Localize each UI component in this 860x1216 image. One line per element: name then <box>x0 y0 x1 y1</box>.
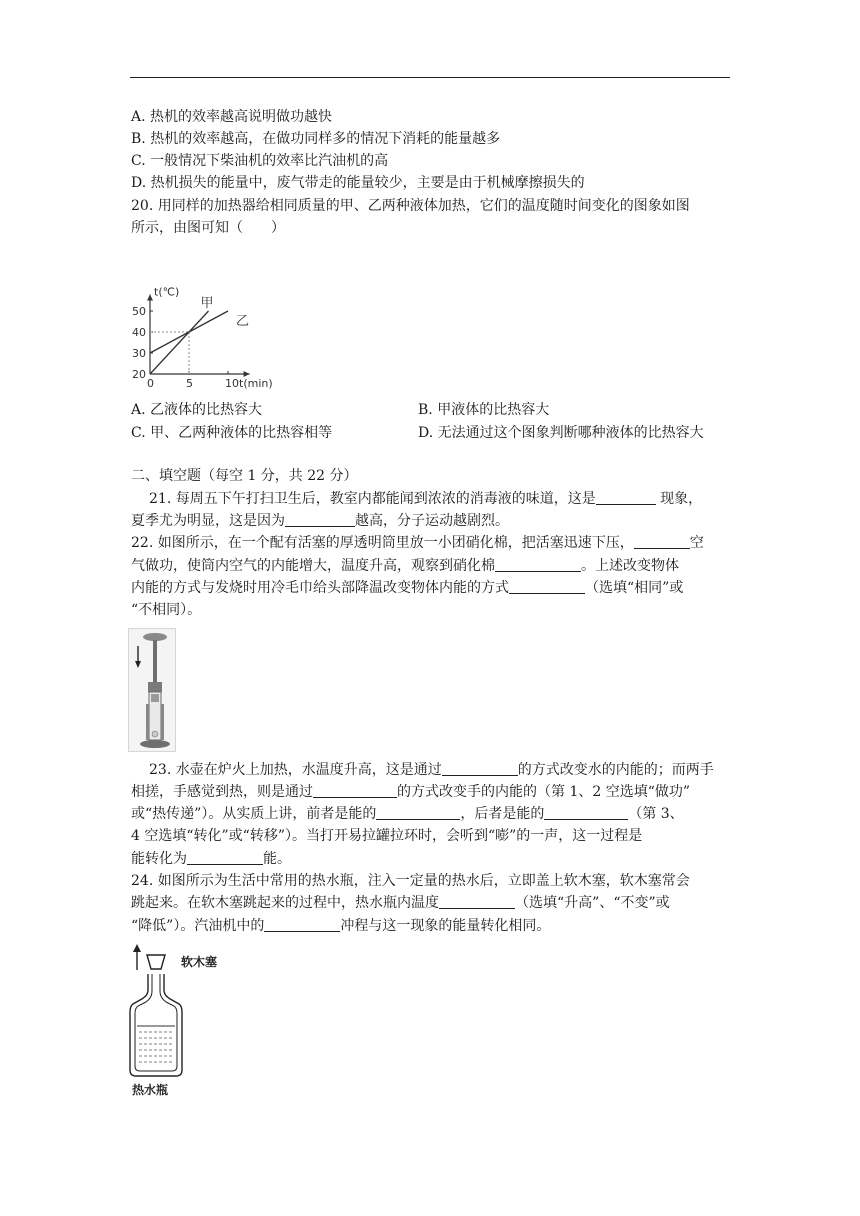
q24-text-3a: “降低”）。汽油机中的 <box>131 918 265 934</box>
q21-line1 <box>149 489 702 509</box>
series-label-jia: 甲 <box>200 296 214 311</box>
thermos-label: 热水瓶 <box>132 1083 169 1097</box>
q22-line4: “不相同）。 <box>131 602 202 618</box>
q23-text-5a: 能转化为 <box>131 851 187 867</box>
y-axis-label: t(℃) <box>154 285 180 299</box>
q22-text-3b: （选填“相同”或 <box>585 580 684 596</box>
q24-line1: 24. 如图所示为生活中常用的热水瓶，注入一定量的热水后，立即盖上软木塞，软木塞常会 <box>131 873 690 889</box>
q23-line3 <box>131 804 684 824</box>
chart-series <box>150 296 249 374</box>
q22-blank-1[interactable] <box>634 534 690 549</box>
x-tick-label: 10 <box>225 377 239 390</box>
series-label-yi: 乙 <box>236 314 250 329</box>
q20-option-c: C. 甲、乙两种液体的比热容相等 <box>131 425 333 441</box>
chart-ticks <box>132 305 239 390</box>
q24-line2 <box>131 893 670 913</box>
q23-text-1a: 23. 水壶在炉火上加热，水温度升高，这是通过 <box>149 762 442 778</box>
q22-text-1b: 空 <box>689 535 704 551</box>
q22-text-3a: 内能的方式与发烧时用冷毛巾给头部降温改变物体内能的方式 <box>131 580 509 596</box>
y-tick-label: 40 <box>132 326 146 339</box>
q23-line5 <box>131 849 291 869</box>
q19-option-b: B. 热机的效率越高，在做功同样多的情况下消耗的能量越多 <box>131 131 501 147</box>
q23-text-3b: ，后者是能的 <box>460 806 545 822</box>
q20-option-d: D. 无法通过这个图象判断哪种液体的比热容大 <box>418 425 704 441</box>
cork-label: 软木塞 <box>181 955 218 969</box>
series-line-jia <box>150 311 209 374</box>
q23-text-3c: （第 3、 <box>628 806 684 822</box>
q24-blank-1[interactable] <box>439 894 515 909</box>
q19-option-a: A. 热机的效率越高说明做功越快 <box>131 109 333 125</box>
q21-text-2b: 越高，分子运动越剧烈。 <box>355 513 509 529</box>
q23-line4: 4 空选填“转化”或“转移”）。当打开易拉罐拉环时，会听到“嘭”的一声，这一过程是 <box>131 828 643 844</box>
q23-text-3a: 或“热传递”）。从实质上讲，前者是能的 <box>131 806 377 822</box>
q22-blank-3[interactable] <box>509 579 585 594</box>
y-tick-label: 50 <box>132 305 146 318</box>
q23-text-5b: 能。 <box>263 851 291 867</box>
series-line-yi <box>150 311 228 353</box>
q23-line2 <box>131 782 690 802</box>
q22-text-2b: 。上述改变物体 <box>581 558 679 574</box>
q24-text-3b: 冲程与这一现象的能量转化相同。 <box>340 918 551 934</box>
q23-text-2a: 相搓，手感觉到热，则是通过 <box>131 784 313 800</box>
q22-line2 <box>131 556 679 576</box>
q22-text-1a: 22. 如图所示，在一个配有活塞的厚透明筒里放一小团硝化棉，把活塞迅速下压， <box>131 535 634 551</box>
temperature-time-chart <box>128 236 288 396</box>
q21-text-1a: 21. 每周五下午打扫卫生后，教室内都能闻到浓浓的消毒液的味道，这是 <box>149 491 596 507</box>
q20-option-b: B. 甲液体的比热容大 <box>418 402 550 418</box>
q22-line1 <box>131 533 704 553</box>
q21-blank-2[interactable] <box>285 512 355 527</box>
q22-text-2a: 气做功，使筒内空气的内能增大，温度升高，观察到硝化棉 <box>131 558 495 574</box>
piston-cylinder-figure <box>128 628 176 752</box>
q20-stem-line2: 所示，由图可知（ ） <box>131 220 285 236</box>
y-axis-arrow <box>147 295 153 301</box>
y-tick-label: 30 <box>132 347 146 360</box>
header-rule <box>130 77 730 78</box>
q24-blank-2[interactable] <box>264 917 340 932</box>
q22-line3 <box>131 578 683 598</box>
q23-blank-5[interactable] <box>187 850 263 865</box>
q24-text-2a: 跳起来。在软木塞跳起来的过程中，热水瓶内温度 <box>131 895 439 911</box>
q24-text-2b: （选填“升高”、“不变”或 <box>515 895 670 911</box>
q22-blank-2[interactable] <box>495 557 581 572</box>
q23-blank-3[interactable] <box>376 805 460 820</box>
q23-blank-1[interactable] <box>442 761 518 776</box>
thermos-figure <box>126 942 266 1098</box>
q23-text-1b: 的方式改变水的内能的；而两手 <box>517 762 714 778</box>
q24-line3 <box>131 916 550 936</box>
q20-stem-line1: 20. 用同样的加热器给相同质量的甲、乙两种液体加热，它们的温度随时间变化的图象如图 <box>131 198 690 214</box>
q19-option-d: D. 热机损失的能量中，废气带走的能量较少，主要是由于机械摩擦损失的 <box>131 175 585 191</box>
q21-blank-1[interactable] <box>596 490 656 505</box>
x-axis-label: t(min) <box>239 377 273 390</box>
q20-option-a: A. 乙液体的比热容大 <box>131 402 263 418</box>
q23-text-2b: 的方式改变手的内能的（第 1、2 空选填“做功” <box>397 784 691 800</box>
x-tick-label: 5 <box>186 377 193 390</box>
q23-blank-4[interactable] <box>544 805 628 820</box>
q21-text-2a: 夏季尤为明显，这是因为 <box>131 513 285 529</box>
y-tick-label: 20 <box>132 368 146 381</box>
q21-text-1b: 现象， <box>655 491 703 507</box>
q23-blank-2[interactable] <box>313 783 397 798</box>
x-tick-label: 0 <box>147 377 154 390</box>
q23-line1 <box>149 760 714 780</box>
q19-option-c: C. 一般情况下柴油机的效率比汽油机的高 <box>131 153 389 169</box>
section-heading: 二、填空题（每空 1 分，共 22 分） <box>131 468 358 484</box>
q21-line2 <box>131 511 509 531</box>
